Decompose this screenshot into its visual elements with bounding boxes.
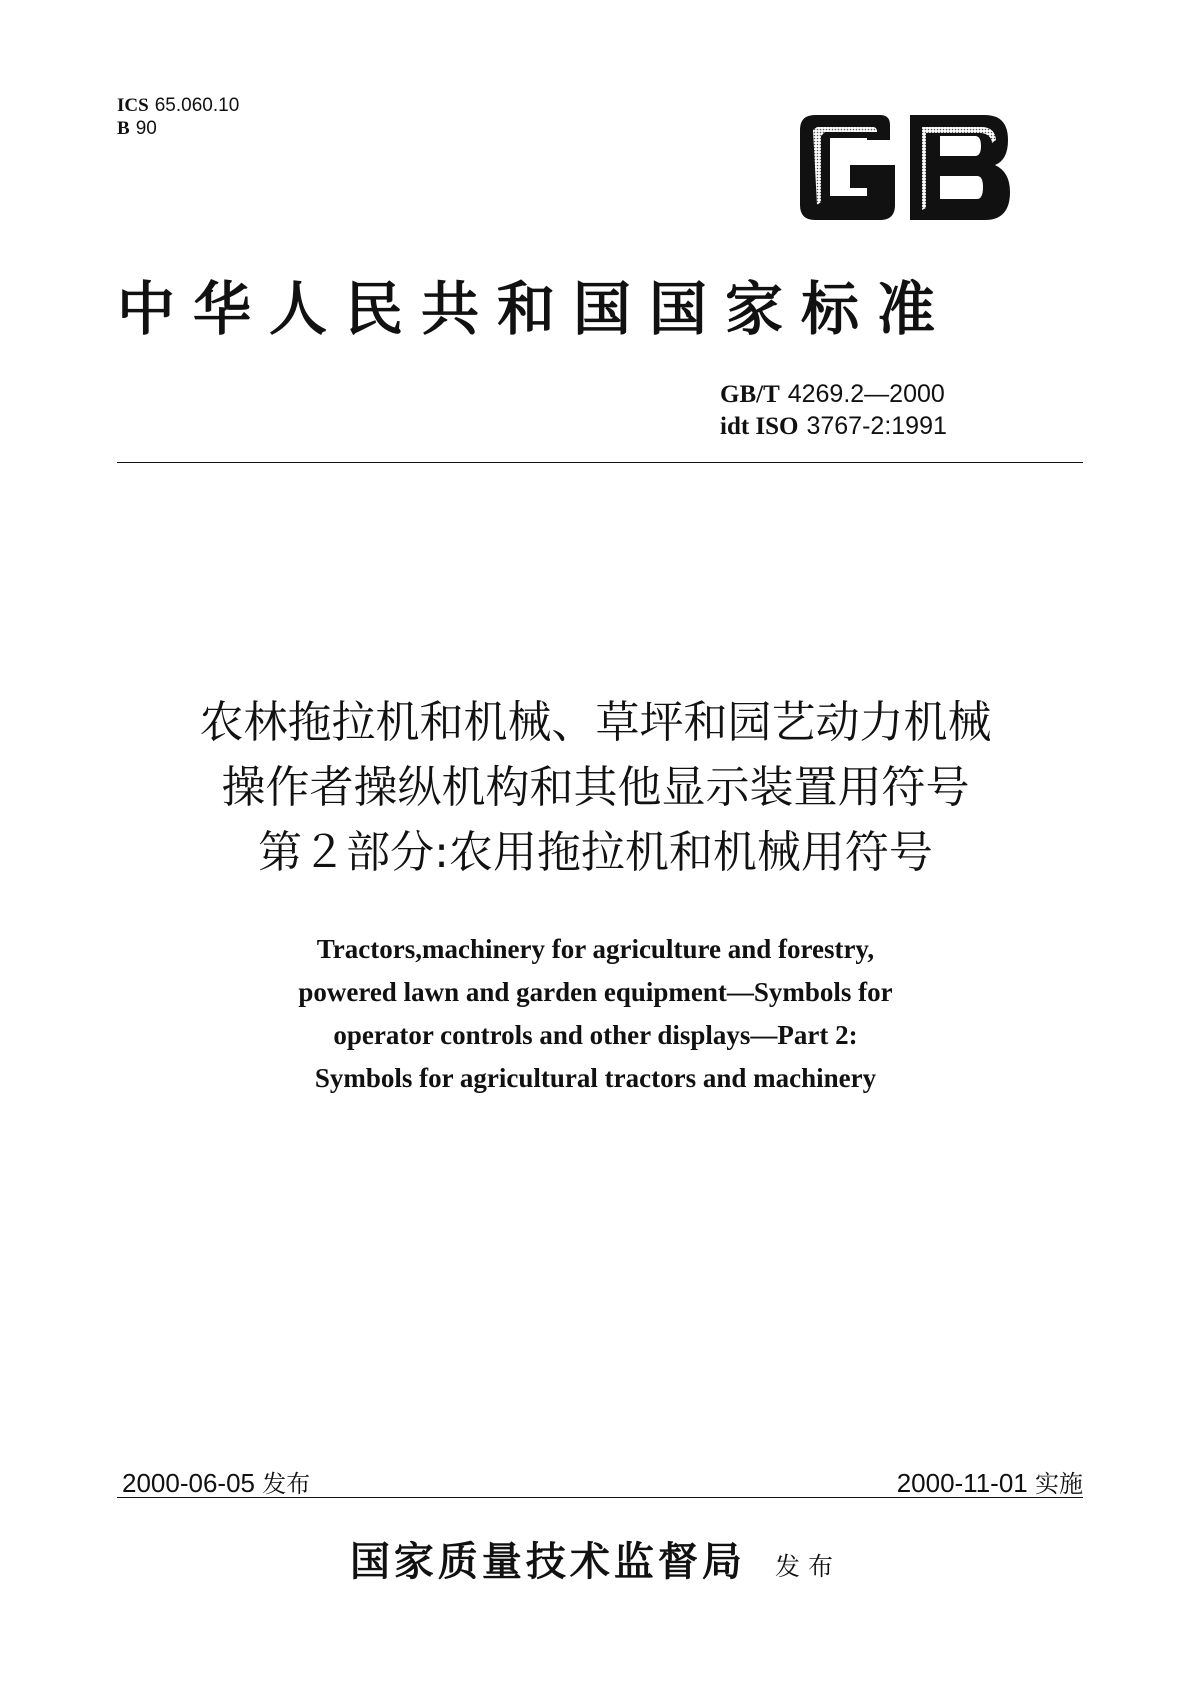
implementation-date-value: 2000-11-01	[896, 1468, 1028, 1498]
idt-number: 3767-2:1991	[806, 412, 947, 440]
english-title-line: powered lawn and garden equipment—Symbols for	[298, 977, 893, 1007]
english-title-line: Symbols for agricultural tractors and machinery	[314, 1063, 877, 1093]
ccs-value: 90	[135, 118, 157, 139]
standard-prefix: GB/T	[720, 381, 780, 408]
ics-value: 65.060.10	[154, 95, 240, 116]
issuing-body	[0, 1530, 1191, 1587]
national-standard-title: 中华人民共和国国家标准	[117, 275, 954, 343]
gb-logo-text: GB	[795, 110, 797, 111]
chinese-title	[60, 690, 1131, 885]
implementation-date-label: 实施	[1035, 1470, 1083, 1498]
issue-date	[122, 1464, 310, 1499]
chinese-title-line: 农林拖拉机和机械、草坪和园艺动力机械	[199, 697, 992, 748]
ics-label: ICS	[117, 95, 149, 116]
issuing-organization: 国家质量技术监督局	[349, 1538, 746, 1585]
issue-date-value: 2000-06-05	[122, 1468, 255, 1498]
ics-code	[117, 94, 239, 117]
standard-number	[720, 378, 1040, 410]
issue-date-label: 发布	[262, 1470, 311, 1498]
classification-codes	[117, 94, 239, 140]
issuing-action: 发布	[775, 1552, 842, 1581]
ccs-label: B	[117, 118, 130, 139]
gb-logo	[795, 110, 1015, 225]
idt-reference	[720, 410, 1040, 442]
english-title-line: Tractors,machinery for agriculture and forestry,	[316, 934, 875, 964]
ccs-code	[117, 117, 239, 140]
chinese-title-line: 第２部分:农用拖拉机和机械用符号	[258, 827, 933, 878]
implementation-date	[897, 1464, 1083, 1499]
standard-code: 4269.2—2000	[787, 380, 945, 408]
top-divider	[117, 462, 1083, 463]
english-title-line: operator controls and other displays—Part 2:	[333, 1020, 858, 1050]
standard-number-block	[720, 378, 1040, 442]
chinese-title-line: 操作者操纵机构和其他显示装置用符号	[221, 762, 970, 813]
bottom-divider	[117, 1497, 1083, 1498]
english-title	[80, 928, 1111, 1100]
idt-label: idt ISO	[720, 413, 799, 440]
